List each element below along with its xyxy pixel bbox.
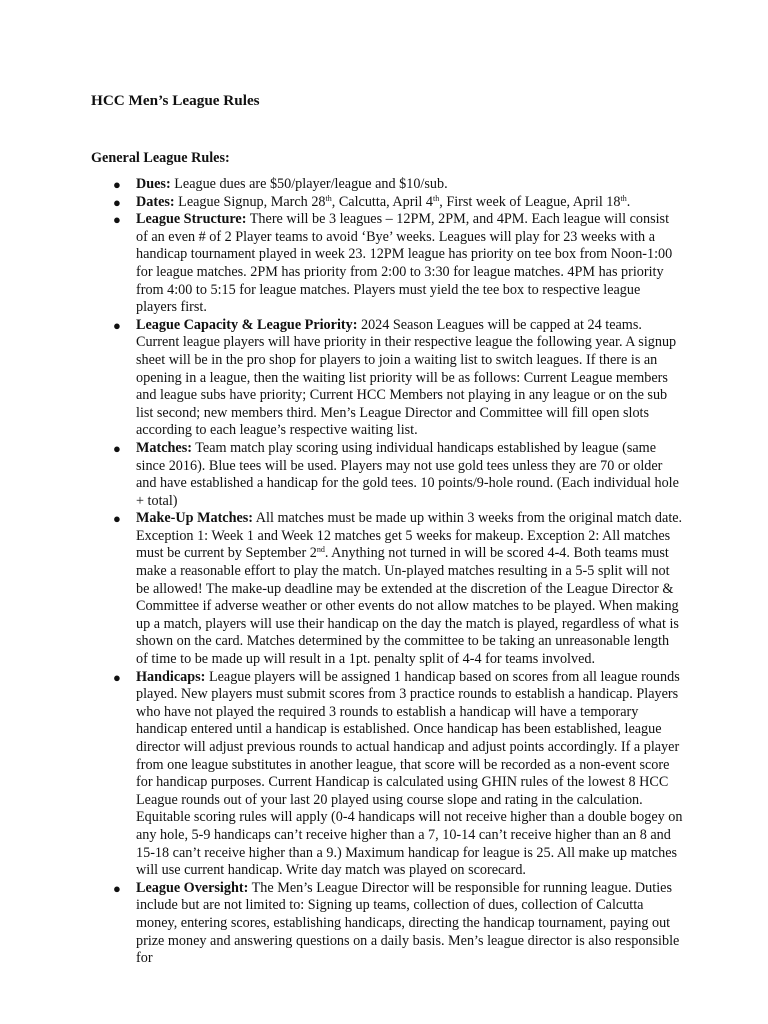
rules-list — [113, 176, 684, 968]
rule-text: The Men’s League Director will be responsible for running league. Duties include but are not limited to: Signing up teams, collection of dues, collection of Calcutta money, entering scores, establishing handicaps, directing the handicap tournament, paying out prize money and answering questions on a daily basis. Men’s league director is also responsible for — [136, 879, 680, 967]
document-title: HCC Men’s League Rules — [91, 92, 260, 109]
rule-text: League players will be assigned 1 handicap based on scores from all league rounds played. New players must submit scores from 3 practice rounds to establish a handicap. Players who have not played the required 3 rounds to establish a handicap will have a temporary handicap entered until a handicap is established. Once handicap has been established, league director will adjust previous rounds to actual handicap and adjust points accordingly. If a player from one league substitutes in another league, that score will be recorded as a non-event score for handicap purposes. Current Handicap is calculated using GHIN rules of the lowest 8 HCC League rounds out of your last 20 played using course slope and rating in the calculation. Equitable scoring rules will apply (0-4 handicaps will not receive higher than a double bogey on any hole, 5-9 handicaps can’t receive higher than a 7, 10-14 can’t receive higher than an 8 and 15-18 can’t receive higher than a 9.) Maximum handicap for league is 25. All make up matches will use current handicap. Write day match was played on scorecard. — [136, 668, 683, 879]
rule-label: Matches: — [136, 439, 192, 456]
rule-label: League Structure: — [136, 211, 247, 228]
bullet-icon: ● — [113, 317, 121, 333]
rule-item-dates — [113, 193, 684, 212]
rule-text: League dues are $50/player/league and $10/sub. — [170, 176, 448, 192]
rule-text: There will be 3 leagues – 12PM, 2PM, and 4PM. Each league will consist of an even # of 2 Player teams to avoid ‘Bye’ weeks. Leagues will play for 23 weeks with a handicap tournament played in week 23. 12PM league has priority on tee box from Noon-1:00 for league matches. 2PM has priority from 2:00 to 3:30 for league matches. 4PM has priority from 4:00 to 5:15 for league matches. Players must yield the tee box to respective league players first. — [136, 211, 673, 316]
bullet-icon: ● — [113, 511, 121, 527]
rule-item-dues — [113, 176, 684, 194]
rule-label: League Oversight: — [136, 879, 249, 896]
bullet-icon: ● — [113, 194, 121, 210]
rule-text: All matches must be made up within 3 weeks from the original match date. Exception 1: Week 1 and Week 12 matches get 5 weeks for makeup. Exception 2: All matches must be current by September 2nd. Anything not turned in will be scored 4-4. Both teams must make a reasonable effort to play the match. Un-played matches resulting in a 5-5 split will not be allowed! The make-up deadline may be extended at the discretion of the League Director & Committee if adverse weather or other events do not allow matches to be played. When making up a match, players will use their handicap on the day the match is played, regardless of what is shown on the card. Matches determined by the committee to be taking an unreasonable length of time to be made up will result in a 1pt. penalty split of 4-4 for teams involved. — [136, 510, 683, 668]
rule-item-make-up-matches — [113, 510, 684, 668]
rule-label: League Capacity & League Priority: — [136, 316, 358, 333]
bullet-icon: ● — [113, 880, 121, 896]
rule-label: Dues: — [136, 176, 171, 192]
rule-text: 2024 Season Leagues will be capped at 24 teams. Current league players will have priority in their respective league the following year. A signup sheet will be in the pro shop for players to join a waiting list to switch leagues. If there is an opening in a league, then the waiting list priority will be as follows: Current League members and league subs have priority; Current HCC Members not playing in any league or on the sub list second; new members third. Men’s League Director and Committee will fill open slots according to each league’s respective waiting list. — [136, 316, 677, 439]
bullet-icon: ● — [113, 212, 121, 228]
section-heading: General League Rules: — [91, 150, 230, 166]
rule-item-league-capacity — [113, 316, 684, 440]
rule-item-league-oversight — [113, 879, 684, 968]
rule-item-matches — [113, 439, 684, 510]
bullet-icon: ● — [113, 669, 121, 685]
rule-label: Dates: — [136, 193, 175, 210]
rule-label: Handicaps: — [136, 668, 206, 685]
rule-label: Make-Up Matches: — [136, 510, 254, 527]
bullet-icon: ● — [113, 440, 121, 456]
rule-text: Team match play scoring using individual handicaps established by league (same since 2016). Blue tees will be used. Players may not use gold tees unless they are 70 or older and have established a handicap for the gold tees. 10 points/9-hole round. (Each individual hole + total) — [136, 439, 679, 509]
rule-item-handicaps — [113, 668, 684, 880]
rule-text: League Signup, March 28th, Calcutta, April 4th, First week of League, April 18th. — [174, 193, 631, 210]
bullet-icon: ● — [113, 177, 121, 192]
rule-item-league-structure — [113, 211, 684, 317]
